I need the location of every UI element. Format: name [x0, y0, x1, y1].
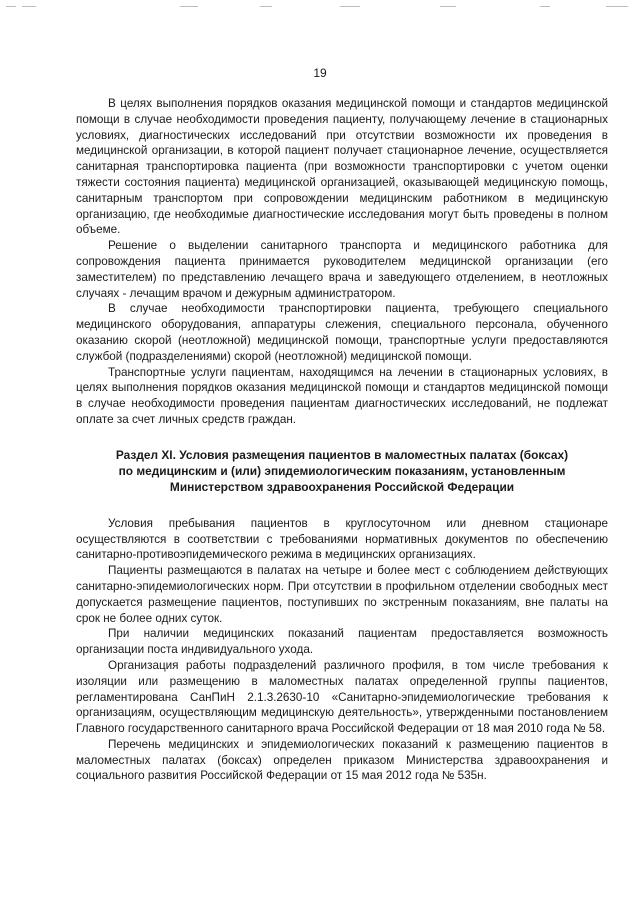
paragraph-individual-care: При наличии медицинских показаний пациентам предоставляется возможность организации поста индивидуального ухода. [76, 627, 608, 657]
scan-artifact-top [0, 4, 640, 10]
section-heading [76, 447, 608, 495]
paragraph-indications-list: Перечень медицинских и эпидемиологических показаний к размещению пациентов в маломестных палатах (боксах) определен приказом Министерства здравоохранения и социального развития Российской Федерации от 15 мая 2012 года № 535н. [76, 737, 608, 783]
page-number: 19 [313, 66, 327, 80]
paragraph-special-transport: В случае необходимости транспортировки пациента, требующего специального медицинского оборудования, аппаратуры слежения, специального персонала, обученного оказанию скорой (неотложной) медицинской помощи, транспортные услуги предоставляются службой (подразделениями) скорой (неотложной) медицинской помощи. [76, 302, 608, 363]
section-heading-line: Министерством здравоохранения Российской Федерации [169, 479, 515, 494]
paragraph-transport-decision: Решение о выделении санитарного транспорта и медицинского работника для сопровождения пациента принимается руководителем медицинской организации (его заместителем) по представлению лечащего врача и заведующего отделением, в неотложных случаях - лечащим врачом и дежурным администратором. [76, 239, 608, 300]
paragraph-sanpin: Организация работы подразделений различного профиля, в том числе требования к изоляции или размещению в маломестных палатах определенной группы пациентов, регламентирована СанПиН 2.1.3.2630-10 «Санитарно-эпидемиологические требования к организациям, осуществляющим медицинскую деятельность», утвержденными постановлением Главного государственного санитарного врача Российской Федерации от 18 мая 2010 года № 58. [76, 658, 608, 736]
paragraph-stay-conditions: Условия пребывания пациентов в круглосуточном или дневном стационаре осуществляются в соответствии с требованиями нормативных документов по обеспечению санитарно-противоэпидемического режима в медицинских организациях. [76, 516, 608, 562]
section-heading-line: Раздел XI. Условия размещения пациентов в маломестных палатах (боксах) [115, 447, 569, 462]
section-heading-line: по медицинским и (или) эпидемиологическим показаниям, установленным [118, 463, 566, 478]
document-body [76, 96, 608, 784]
paragraph-transport-diagnostics: В целях выполнения порядков оказания медицинской помощи и стандартов медицинской помощи в случае необходимости проведения пациенту, получающему лечение в стационарных условиях, диагностических исследований при отсутствии возможности их проведения в медицинской организации, в которой пациент получает стационарное лечение, осуществляется санитарная транспортировка пациента (при возможности транспортировки с учетом оценки тяжести состояния пациента) медицинской организацией, оказывающей медицинскую помощь, санитарным транспортом при сопровождении медицинским работником в медицинскую организацию, где необходимые диагностические исследования могут быть проведены в полном объеме. [76, 97, 608, 237]
paragraph-transport-free: Транспортные услуги пациентам, находящимся на лечении в стационарных условиях, в целях выполнения порядков оказания медицинской помощи и стандартов медицинской помощи в случае необходимости проведения пациентам диагностических исследований, не подлежат оплате за счет личных средств граждан. [76, 365, 608, 426]
paragraph-ward-placement: Пациенты размещаются в палатах на четыре и более мест с соблюдением действующих санитарно-эпидемиологических норм. При отсутствии в профильном отделении свободных мест допускается размещение пациентов, поступивших по экстренным показаниям, вне палаты на срок не более одних суток. [76, 564, 608, 625]
